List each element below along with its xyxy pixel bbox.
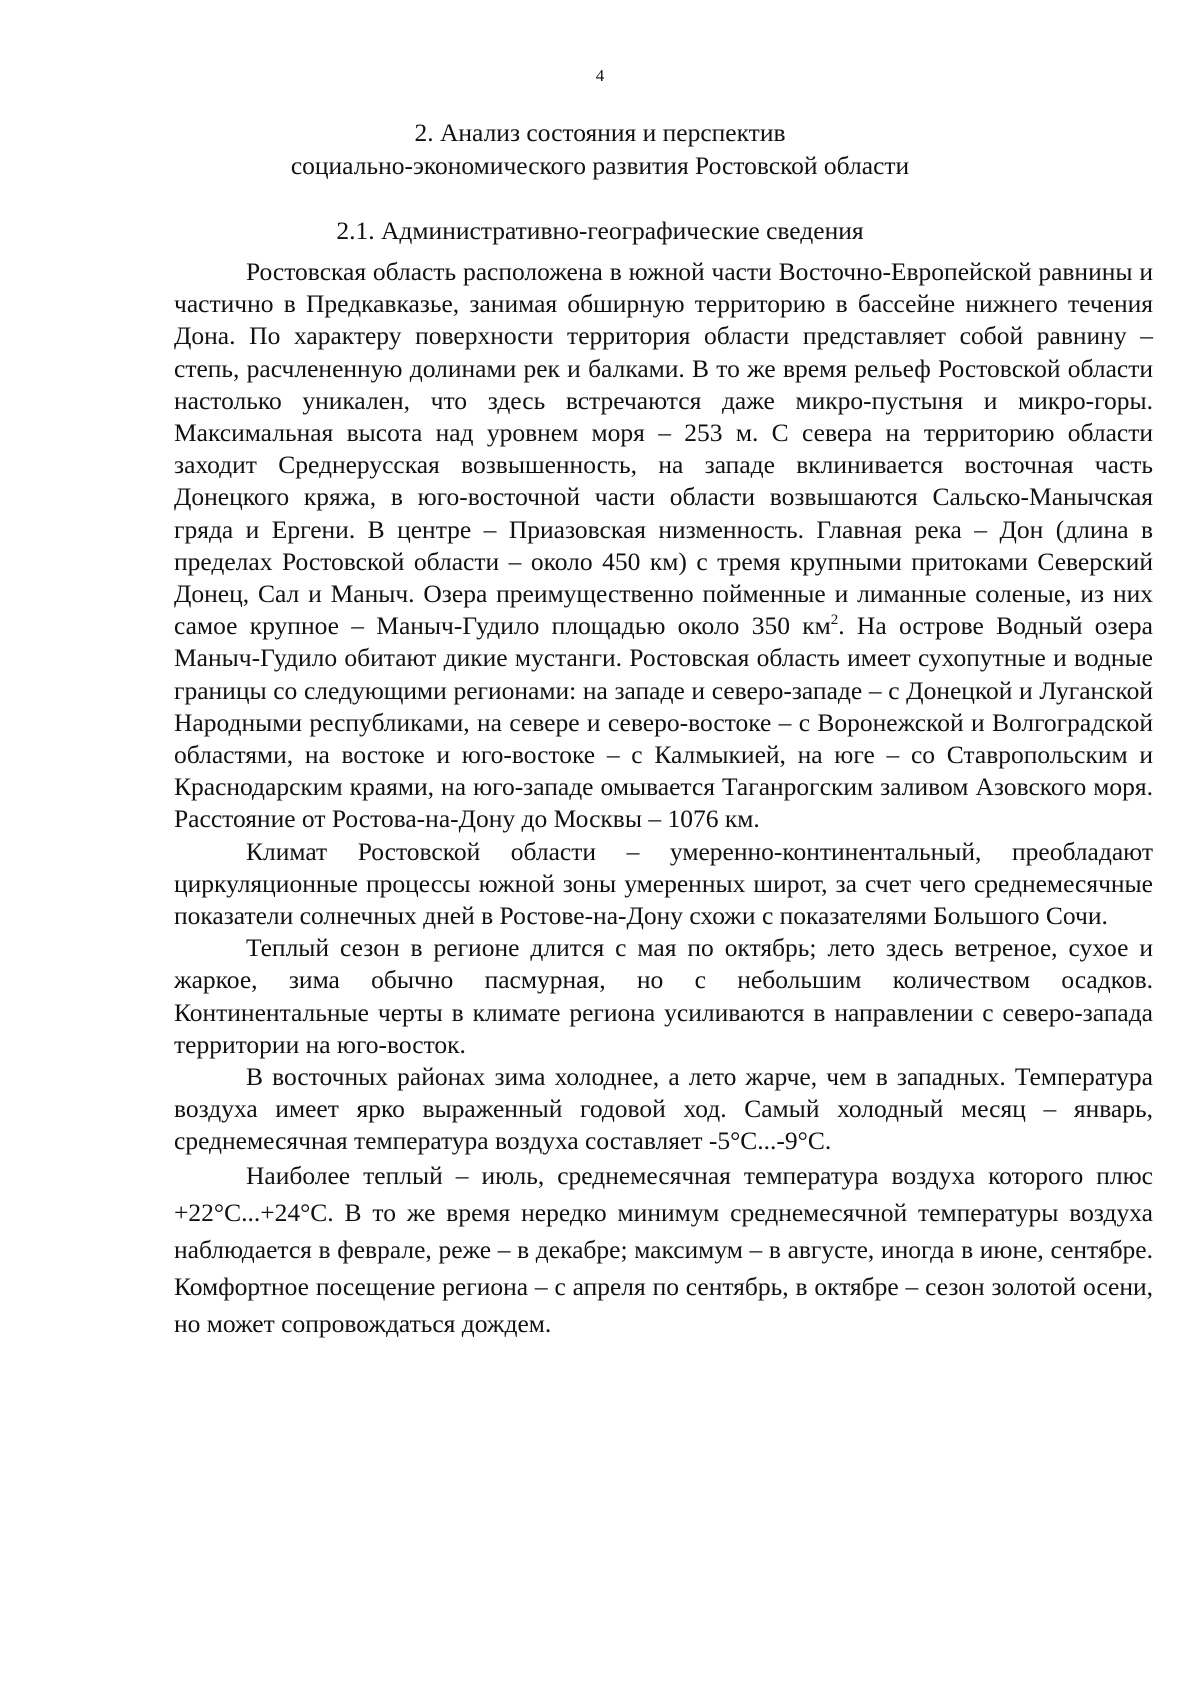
superscript-square: 2 [830,612,839,629]
paragraph-climate: Климат Ростовской области – умеренно-континентальный, преобладают циркуляционные процессы южной зоны умеренных широт, за счет чего среднемесячные показатели солнечных дней в Ростове-на-Дону схожи с показателями Большого Сочи. [174,836,1153,931]
paragraph-warmest-month: Наиболее теплый – июль, среднемесячная температура воздуха которого плюс +22°С...+24°С. В то же время нередко минимум среднемесячной температуры воздуха наблюдается в феврале, реже – в декабре; максимум – в августе, иногда в июне, сентябре. Комфортное посещение региона – с апреля по сентябрь, в октябре – сезон золотой осени, но может сопровождаться дождем. [174,1160,1153,1338]
section-title-line-2: социально-экономического развития Ростовской области [290,151,910,180]
subsection-title: 2.1. Административно-географические сведения [336,216,864,245]
paragraph-geography-part1: Ростовская область расположена в южной части Восточно-Европейской равнины и частично в Предкавказье, занимая обширную территорию в бассейне нижнего течения Дона. По характеру поверхности территория области представляет собой равнину – степь, расчлененную долинами рек и балками. В то же время рельеф Ростовской области настолько уникален, что здесь встречаются даже микро-пустыня и микро-горы. Максимальная высота над уровнем моря – 253 м. С севера на территорию области заходит Среднерусская возвышенность, на западе вклинивается восточная часть Донецкого кряжа, в юго-восточной части области возвышаются Сальско-Манычская гряда и Ергени. В центре – Приазовская низменность. Главная река – Дон (длина в пределах Ростовской области – около 450 км) с тремя крупными притоками Северский Донец, Сал и Маныч. Озера преимущественно пойменные и лиманные соленые, из них самое крупное – Маныч-Гудило площадью около 350 км [174,257,1153,641]
paragraph-geography-part2: . На острове Водный озера Маныч-Гудило обитают дикие мустанги. Ростовская область имеет сухопутные и водные границы со следующими регионами: на западе и северо-западе – с Донецкой и Луганской Народными республиками, на севере и северо-востоке – с Воронежской и Волгоградской областями, на востоке и юго-востоке – с Калмыкией, на юге – со Ставропольским и Краснодарским краями, на юго-западе омывается Таганрогским заливом Азовского моря. Расстояние от Ростова-на-Дону до Москвы – 1076 км. [174,611,1154,834]
document-body [174,256,1153,1342]
paragraph-eastern-districts: В восточных районах зима холоднее, а лето жарче, чем в западных. Температура воздуха имеет ярко выраженный годовой ход. Самый холодный месяц – январь, среднемесячная температура воздуха составляет -5°С...-9°С. [174,1062,1153,1156]
section-title-line-1: 2. Анализ состояния и перспектив [414,118,786,147]
paragraph-geography [174,256,1153,836]
section-title [0,116,1200,182]
page-number: 4 [595,66,605,85]
paragraph-warm-season: Теплый сезон в регионе длится с мая по октябрь; лето здесь ветреное, сухое и жаркое, зима обычно пасмурная, но с небольшим количеством осадков. Континентальные черты в климате региона усиливаются в направлении с северо-запада территории на юго-восток. [174,933,1153,1059]
